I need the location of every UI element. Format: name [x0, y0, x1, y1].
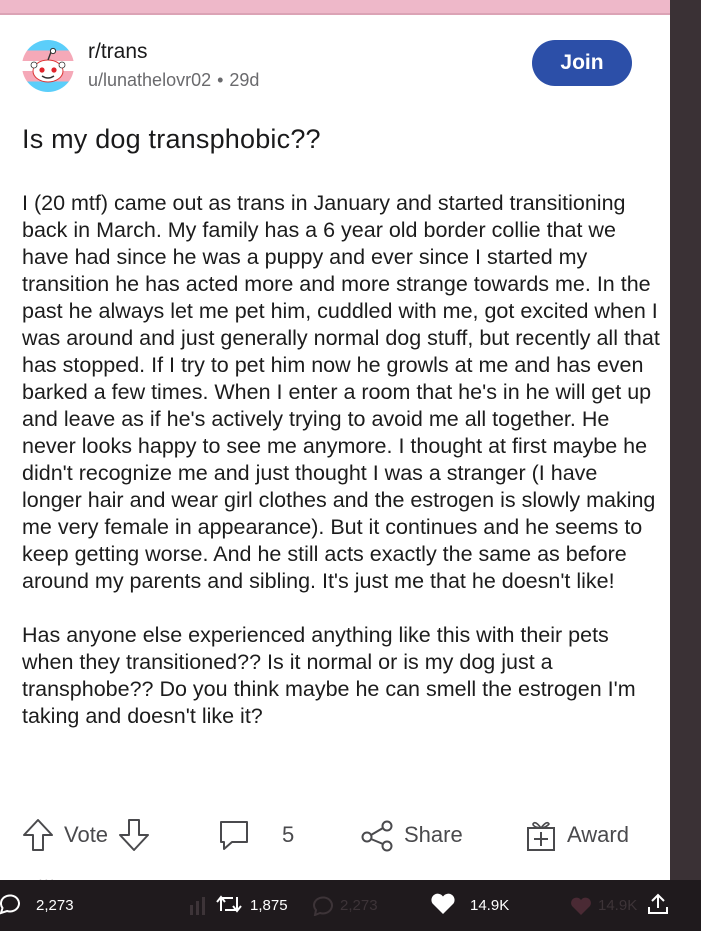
- reddit-snoo-icon[interactable]: [22, 40, 74, 92]
- reply-bubble-icon: [0, 893, 20, 919]
- post-title: Is my dog transphobic??: [22, 124, 321, 154]
- meta-separator: •: [217, 70, 224, 90]
- author-name[interactable]: u/lunathelovr02: [88, 70, 212, 90]
- tweet-action-bar: [0, 880, 701, 931]
- post-paragraph: Has anyone else experienced anything like this with their pets when they transitioned?? Is it normal or is my dog just a transphobe?? Do you think maybe he can smell the estrogen I'm taking and doesn't like it?: [22, 623, 636, 728]
- background-strip: [670, 0, 701, 931]
- post-header: [22, 40, 642, 96]
- post-action-bar: [22, 815, 652, 855]
- upload-share-icon: [646, 892, 670, 920]
- ghost-replies-text: 2,273: [340, 897, 378, 914]
- reply-count: 2,273: [36, 897, 74, 914]
- vote-label: Vote: [64, 822, 109, 847]
- vote-control: [22, 815, 150, 855]
- post-paragraph: I (20 mtf) came out as trans in January and started transitioning back in March. My family has a 6 year old border collie that we have had since he was a puppy and ever since I started my transition he has acted more and more strange towards me. In the past he always let me pet him, cuddled with me, got excited when I was around and just generally normal dog stuff, but recently all that has stopped. If I try to pet him now he growls at me and has even barked a few times. When I enter a room that he's in he will get up and leave as if he's actively trying to avoid me all together. He never looks happy to see me anymore. I thought at first maybe he didn't recognize me and just thought I was a stranger (I have longer hair and wear girl clothes and the estrogen is slowly making me very female in appearance). But it continues and he seems to keep getting worse. And he still acts exactly the same as before around my parents and sibling. It's just me that he doesn't like!: [22, 191, 660, 593]
- join-button[interactable]: Join: [532, 40, 632, 86]
- share-button[interactable]: [360, 815, 463, 855]
- retweet-icon: [216, 893, 242, 919]
- award-label: Award: [567, 822, 629, 847]
- award-button[interactable]: [525, 815, 629, 855]
- heart-icon: [430, 893, 456, 919]
- share-nodes-icon: [360, 818, 394, 852]
- comment-button[interactable]: [218, 815, 294, 855]
- retweet-button[interactable]: [216, 880, 288, 931]
- post-meta: [88, 70, 259, 91]
- retweet-count: 1,875: [250, 897, 288, 914]
- like-button[interactable]: [430, 880, 509, 931]
- arrow-up-icon[interactable]: [22, 818, 54, 852]
- tweet-share-button[interactable]: [646, 880, 670, 931]
- gift-award-icon: [525, 818, 557, 852]
- reply-button[interactable]: [0, 880, 74, 931]
- share-label: Share: [404, 822, 463, 847]
- post-body: [22, 190, 662, 730]
- post-age: 29d: [229, 70, 260, 90]
- comment-bubble-icon: [218, 818, 250, 852]
- ghost-reply-count: [312, 880, 378, 931]
- card-top-strip: [0, 0, 670, 15]
- ghost-chart-icon: [188, 880, 208, 931]
- arrow-down-icon[interactable]: [118, 818, 150, 852]
- like-count: 14.9K: [470, 897, 510, 914]
- ghost-likes-text: 14.9K: [598, 897, 638, 914]
- comment-count: 5: [282, 822, 295, 847]
- ghost-like-count: [570, 880, 637, 931]
- subreddit-name[interactable]: r/trans: [88, 40, 148, 63]
